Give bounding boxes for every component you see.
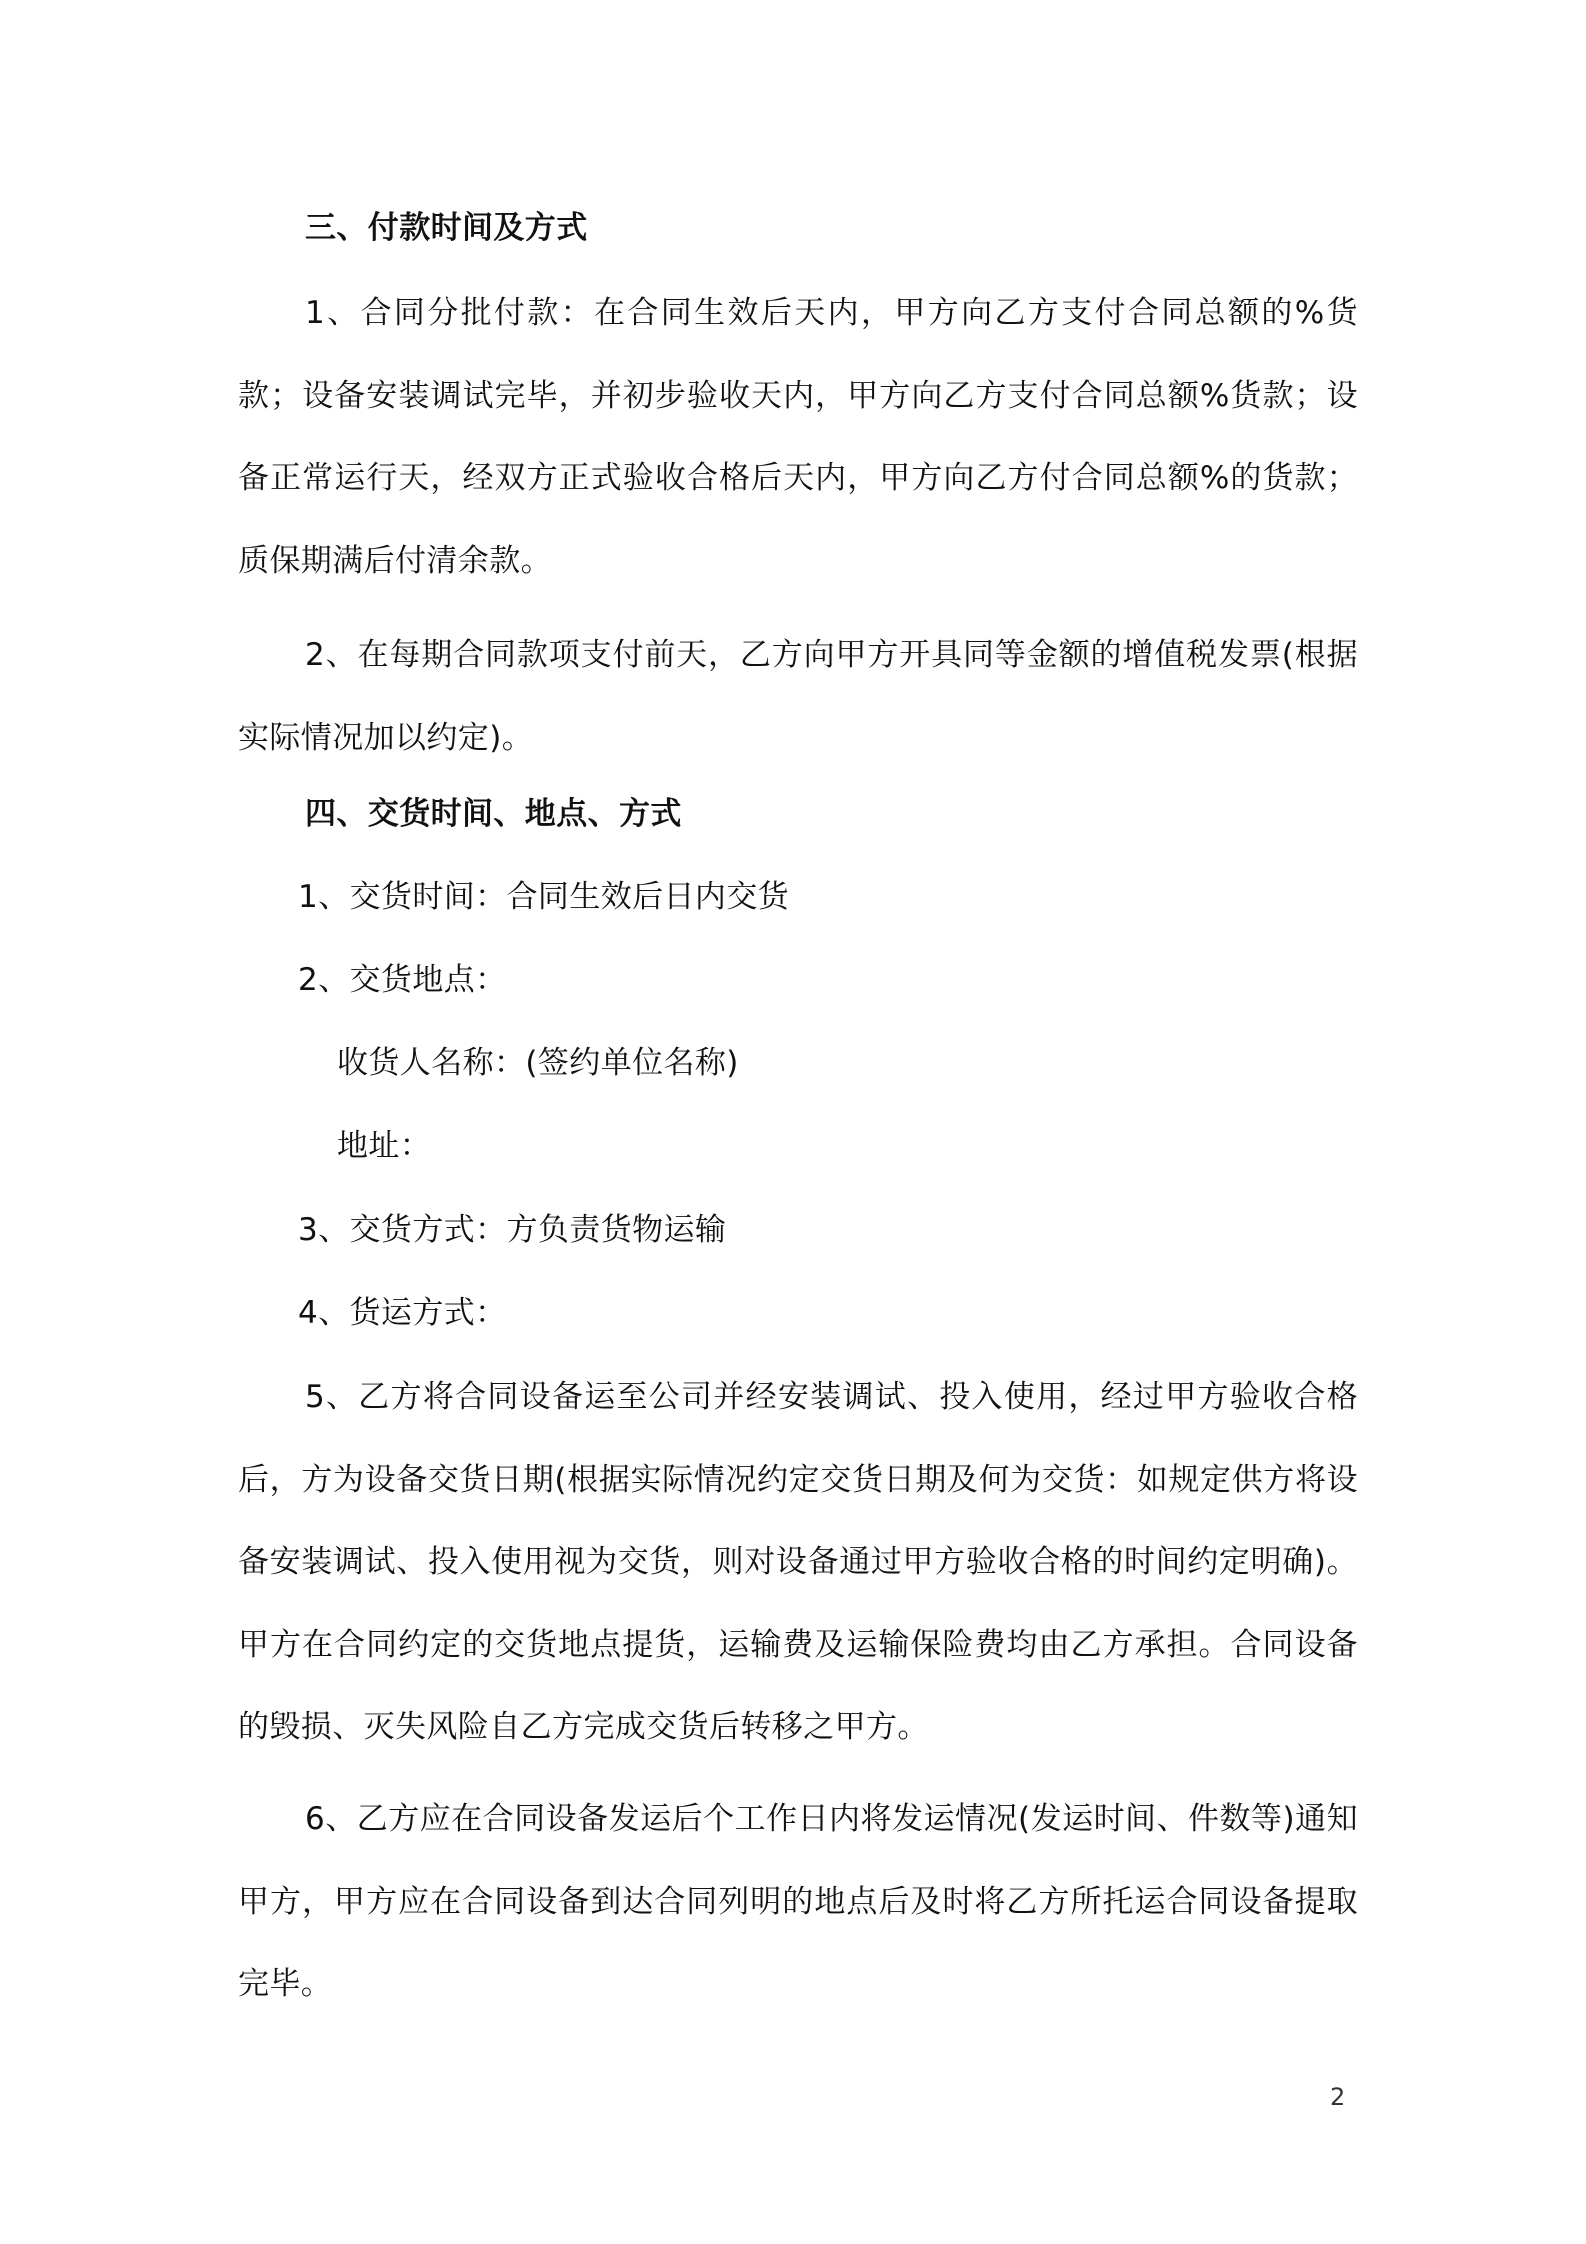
section-4-item-6: 6、乙方应在合同设备发运后个工作日内将发运情况(发运时间、件数等)通知甲方，甲方应在合同设备到达合同列明的地点后及时将乙方所托运合同设备提取完毕。 [238,1801,1358,2002]
section-4-item-1: 1、交货时间：合同生效后日内交货 [298,879,790,915]
section-4-item-2: 2、交货地点： [298,962,507,998]
section-4-item-4: 4、货运方式： [298,1295,507,1331]
page-number: 2 [1330,2083,1346,2111]
section-4-item-5: 5、乙方将合同设备运至公司并经安装调试、投入使用，经过甲方验收合格后，方为设备交货日期(根据实际情况约定交货日期及何为交货：如规定供方将设备安装调试、投入使用视为交货，则对设备通过甲方验收合格的时间约定明确)。甲方在合同约定的交货地点提货，运输费及运输保险费均由乙方承担。合同设备的毁损、灭失风险自乙方完成交货后转移之甲方。 [238,1379,1358,1745]
section-4-heading: 四、交货时间、地点、方式 [305,796,682,832]
section-4-item-3: 3、交货方式：方负责货物运输 [298,1212,727,1248]
section-3-heading: 三、付款时间及方式 [305,210,588,246]
section-3-item-1: 1、合同分批付款：在合同生效后天内，甲方向乙方支付合同总额的%货款；设备安装调试完毕，并初步验收天内，甲方向乙方支付合同总额%货款；设备正常运行天，经双方正式验收合格后天内，甲方向乙方付合同总额%的货款；质保期满后付清余款。 [238,295,1358,579]
address-line: 地址： [337,1128,432,1164]
consignee-name-line: 收货人名称：(签约单位名称) [337,1045,739,1081]
section-3-item-2: 2、在每期合同款项支付前天，乙方向甲方开具同等金额的增值税发票(根据实际情况加以约定)。 [238,637,1358,756]
